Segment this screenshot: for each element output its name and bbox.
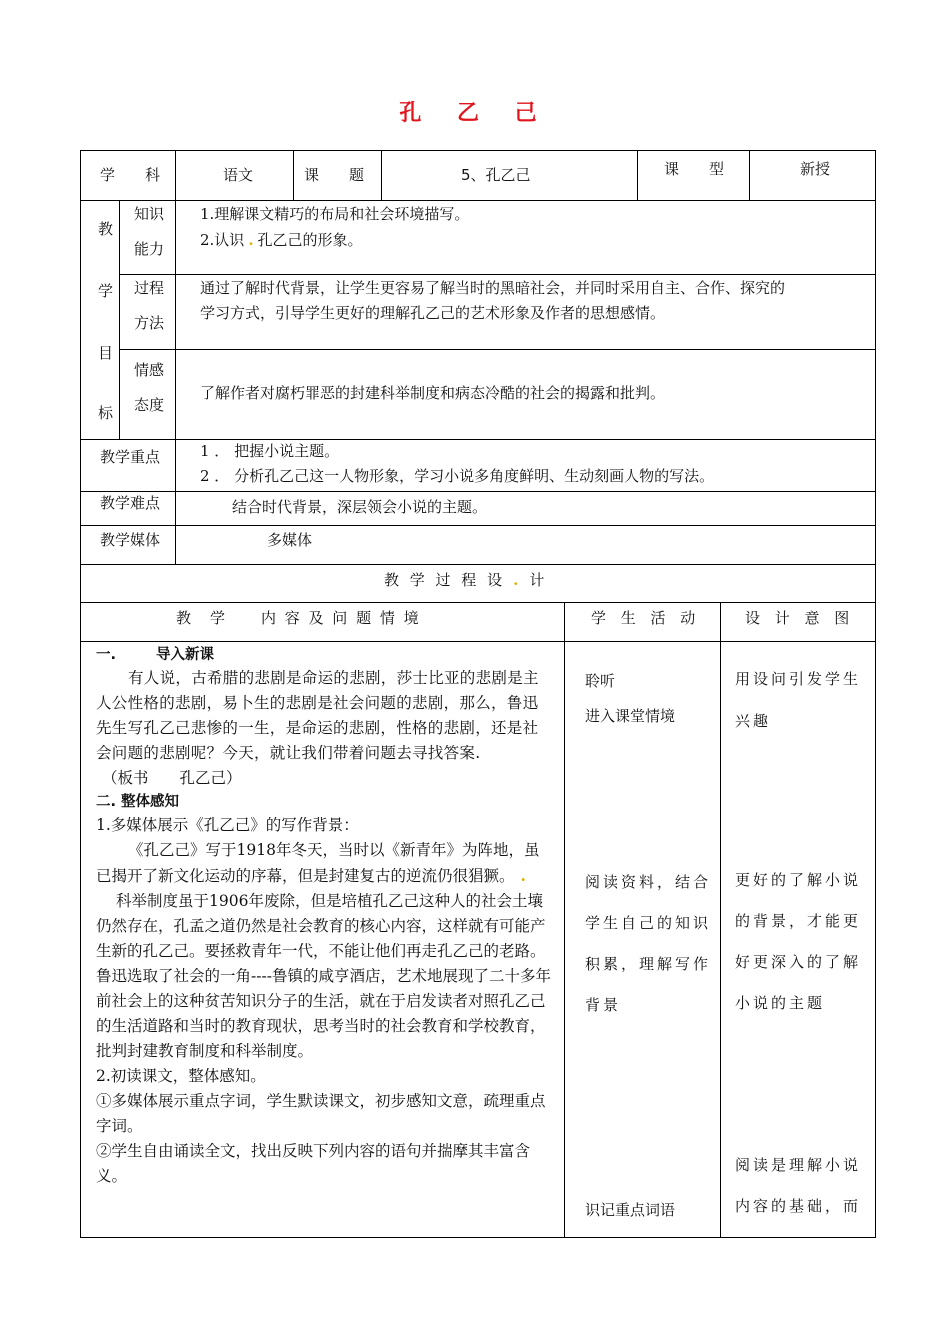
key-points-text: 1 ． 把握小说主题。 — [200, 442, 340, 460]
type-value: 新授 — [800, 160, 831, 178]
col-divider — [293, 151, 294, 200]
row-divider — [119, 274, 875, 275]
row-divider — [119, 349, 875, 350]
row-divider — [81, 564, 875, 565]
design-intent-item: 更好的了解小说的背景，才能更好更深入的了解小说的主题 — [735, 871, 862, 1012]
difficulty-label: 教学难点 — [100, 494, 161, 512]
student-activity-item: 识记重点词语 — [585, 1201, 676, 1219]
student-activity-item: 聆听 — [585, 672, 616, 690]
col-divider — [720, 602, 721, 1238]
process-label: 方法 — [134, 314, 165, 332]
knowledge-text: 2.认识 . 孔乙己的形象。 — [200, 231, 363, 249]
substep-2: ②学生自由诵读全文，找出反映下列内容的语句并揣摩其丰富含义。 — [96, 1142, 531, 1185]
col-divider — [175, 439, 176, 565]
step-1: 1.多媒体展示《孔乙己》的写作背景： — [96, 816, 359, 834]
media-text: 多媒体 — [267, 531, 313, 549]
col-header-student: 学 生 活 动 — [591, 609, 701, 627]
process-text: 通过了解时代背景，让学生更容易了解当时的黑暗社会，并同时采用自主、合作、探究的 — [200, 279, 786, 297]
emotion-label: 情感 — [134, 361, 165, 379]
objectives-section-char: 标 — [98, 404, 114, 422]
objectives-section-char: 学 — [98, 282, 114, 300]
col-divider — [749, 151, 750, 200]
subject-value: 语文 — [223, 166, 254, 184]
type-label: 课 型 — [664, 160, 725, 178]
step-2: 2.初读课文，整体感知。 — [96, 1067, 266, 1085]
emotion-label: 态度 — [134, 396, 165, 414]
topic-label: 课 题 — [304, 166, 365, 184]
board-note: （板书 孔乙己） — [102, 769, 242, 787]
col-divider — [119, 200, 120, 439]
knowledge-label: 知识 — [134, 205, 165, 223]
document-title: 孔 乙 己 — [399, 101, 551, 126]
design-intent-item: 用设问引发学生兴趣 — [735, 670, 862, 730]
row-divider — [81, 525, 875, 526]
col-header-intent: 设 计 意 图 — [745, 609, 855, 627]
row-divider — [81, 200, 875, 201]
lesson-content — [96, 644, 554, 1189]
topic-value: 5、孔乙己 — [461, 166, 531, 184]
difficulty-text: 结合时代背景，深层领会小说的主题。 — [232, 498, 488, 516]
knowledge-label: 能力 — [134, 240, 165, 258]
subject-label: 学 科 — [100, 166, 161, 184]
emotion-text: 了解作者对腐朽罪恶的封建科举制度和病态冷酷的社会的揭露和批判。 — [200, 384, 666, 402]
intro-paragraph: 有人说，古希腊的悲剧是命运的悲剧，莎士比亚的悲剧是主人公性格的悲剧，易卜生的悲剧是社会问题的悲剧，那么，鲁迅先生写孔乙己悲惨的一生，是命运的悲剧，性格的悲剧，还是社会问题的悲剧呢？今天，就让我们带着问题去寻找答案. — [96, 669, 539, 762]
substep-1: ①多媒体展示重点字词，学生默读课文，初步感知文意，疏理重点字词。 — [96, 1092, 546, 1135]
background-para-1: 《孔乙己》写于1918年冬天，当时以《新青年》为阵地，虽已揭开了新文化运动的序幕，但是封建复古的逆流仍很猖獗。 . — [96, 841, 540, 885]
section-heading-1: 一. 导入新课 — [96, 647, 215, 663]
key-points-label: 教学重点 — [100, 448, 161, 466]
process-design-title: 教 学 过 程 设 . 计 — [384, 571, 548, 589]
objectives-section-char: 教 — [98, 220, 114, 238]
row-divider — [81, 641, 875, 642]
col-divider — [381, 151, 382, 200]
process-label: 过程 — [134, 279, 165, 297]
col-divider — [564, 602, 565, 1238]
section-heading-2: 二. 整体感知 — [96, 794, 180, 810]
background-para-2: 科举制度虽于1906年废除，但是培植孔乙己这种人的社会土壤仍然存在，孔孟之道仍然是社会教育的核心内容，这样就有可能产生新的孔乙己。要拯救青年一代，不能让他们再走孔乙己的老路。鲁迅选取了社会的一角----鲁镇的咸亨酒店，艺术地展现了二十多年前社会上的这种贫苦知识分子的生活，就在于启发读者对照孔乙己的生活道路和当时的教育现状，思考当时的社会教育和学校教育，批判封建教育制度和科举制度。 — [96, 892, 551, 1060]
media-label: 教学媒体 — [100, 531, 161, 549]
col-header-content: 教 学 内 容 及 问 题 情 境 — [176, 609, 421, 627]
student-activity-item: 进入课堂情境 — [585, 707, 676, 725]
knowledge-text: 1.理解课文精巧的布局和社会环境描写。 — [200, 205, 470, 223]
process-text: 学习方式，引导学生更好的理解孔乙己的艺术形象及作者的思想感情。 — [200, 304, 666, 322]
row-divider — [81, 491, 875, 492]
key-points-text: 2 ． 分析孔乙己这一人物形象，学习小说多角度鲜明、生动刻画人物的写法。 — [200, 467, 715, 485]
row-divider — [81, 439, 875, 440]
col-divider — [175, 151, 176, 200]
col-divider — [175, 200, 176, 439]
col-divider — [637, 151, 638, 200]
design-intent-item: 阅读是理解小说内容的基础，而 — [735, 1156, 862, 1215]
row-divider — [81, 602, 875, 603]
objectives-section-char: 目 — [98, 344, 114, 362]
student-activity-item: 阅读资料，结合学生自己的知识积累，理解写作背景 — [585, 873, 712, 1014]
